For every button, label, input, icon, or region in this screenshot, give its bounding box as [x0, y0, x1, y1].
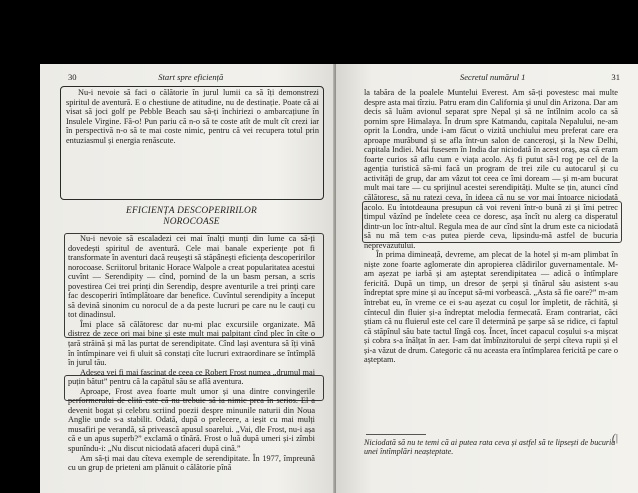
left-body-text	[68, 234, 315, 473]
right-page	[336, 64, 638, 493]
left-page	[40, 64, 337, 493]
section-title	[68, 206, 315, 228]
right-page-number: 31	[611, 72, 620, 82]
paragraph: Adesea vei fi mai fascinat de ceea ce Robert Frost numea „drumul mai puțin bătut” pentru că la capătul său se află aventura.	[68, 367, 315, 387]
footnote-rule	[366, 434, 426, 435]
footnote: Niciodată să nu te temi că ai putea rata ceva și astfel să te lipsești de bucuria unei întîmplări neașteptate.	[364, 438, 616, 457]
right-body-text	[364, 88, 618, 365]
left-page-number: 30	[68, 72, 77, 82]
left-running-head: Start spre eficiență	[158, 72, 224, 82]
left-intro-paragraph: Nu-i nevoie să faci o călătorie în jurul lumii ca să îți demonstrezi spiritul de aventură. E o chestiune de atitudine, nu de destinație. Poate că ai visat să joci golf pe Pebble Beach sau să-ți închiriezi o ambarcațiune în Insulele Virgine. Fă-o! Pun pariu că n-o să te coste atît de mult cît crezi iar în perspectivă n-o să te mai coste nimic, pentru că vei recupera totul prin entuziasmul și energia renăscute.	[66, 88, 319, 145]
paragraph: Nu-i nevoie să escaladezi cei mai înalți munți din lume ca să-ți dovedești spiritul de aventură. Cele mai banale experiențe pot fi transformate în aventuri dacă reușești să stăpânești eficiența descoperirilor norocoase. Scriitorul britanic Horace Walpole a creat popularitatea acestui cuvînt — Serendipity — cînd, pornind de la un basm persan, a scris povestirea Cei trei prinți din Serendip, despre aventurile a trei prinți care fac descoperiri întîmplătoare dar benefice. Cuvîntul serendipity a început să devină sinonim cu norocul de a da peste lucruri pe care nu le cauți cu tot dinadinsul.	[68, 234, 315, 320]
left-intro-block	[66, 88, 319, 145]
paragraph: În prima dimineață, devreme, am plecat de la hotel și m-am plimbat în niște zone foarte aglomerate din apropierea clădirilor guvernamentale. M-am așezat pe iarbă și am așteptat serendipitatea — adică o întîmplare fericită. După un timp, un dresor de șerpi și tînărul său asistent s-au îndreptat spre mine și au început să-mi vorbească. „Asta să fie oare?” m-am întrebat eu, în vreme ce ei s-au așezat cu coșul lor împletit, de răchită, și cîntecul din fluier și-a îndreptat melodia fermecată. Eram contrariat, căci știam că nu fluierul este cel care îl determină pe șarpe să se ridice, ci faptul că stăpînul său bate tactul lîngă coș. Încet, încet capacul coșului s-a mișcat și cobra s-a înălțat în aer. I-am dat îmbînzitorului de șerpi cîteva rupii și el și-a văzut de drum. Categoric că nu aceasta era întîmplarea fericită pe care o așteptam.	[364, 250, 618, 365]
right-running-head: Secretul numărul 1	[459, 72, 526, 82]
paragraph: Aproape, Frost avea foarte mult umor și una dintre convingerile performerului de elită este că nu trebuie să ia nimic prea în serios. El a devenit bogat și celebru scriind poezii despre minunile naturii din Noua Anglie unde s-a stabilit. Odată, după o prelecere, a ieșit cu mai mulți musafiri pe verandă, să privească apusul soarelui. „Vai, dle Frost, nu-i așa că e un apus superb?” exclamă o tînără. Frost o luă după umeri și-i zîmbi spunîndu-i: „Nu discut niciodată afaceri după cină.”	[68, 386, 315, 454]
section-title-line2: NOROCOASE	[163, 217, 220, 227]
right-page-header	[364, 72, 620, 82]
paragraph: Am să-ți mai dau cîteva exemple de serendipitate. În 1977, împreună cu un grup de prieteni am plănuit o călătorie pînă	[68, 453, 315, 473]
section-title-line1: EFICIENȚA DESCOPERIRILOR	[126, 206, 257, 216]
margin-annotation: (|	[612, 433, 619, 444]
paragraph: la tabăra de la poalele Muntelui Everest. Am să-ți povestesc mai multe despre asta mai tîrziu. Patru eram din California și unul din Arizona. Dar am decis să luăm avionul separat spre Nepal și să ne întîlnim acolo ca să pornim spre Himalaya. În drum spre Katmandu, capitala Nepalului, ne-am oprit la Londra, unde i-am făcut o vizită unchiului meu preferat care era aproape murăbund și se afla într-un salon de canceroși, și la New Delhi, capitala Indiei. Mai fusesem în India dar niciodată în acest oraș, așa că eram foarte curios să aflu cum e viața acolo. Aș fi putut să-l rog pe cel de la agenția turistică să-mi facă un program de trei zile cu autocarul și cu activități de grup, dar am vâzut tot ceea ce îmi doream — și m-am bucurat mult mai tare — cu sprijinul acestei serendipități. Multe se țin, atunci cînd călătoresc, să nu ratezi ceva, în ideea că nu se vor mai întoarce niciodată acolo. Eu întotdeauna presupun că voi reveni într-o bună zi și îmi petrec timpul văzînd pe îndelete ceea ce doresc, așa încît nu alerg ca disperatul dintr-un loc într-altul. Regula mea de aur cînd sînt la drum este ca niciodată să nu mă tem c-as putea pierde ceva, lipsindu-mă astfel de bucuria neprevăzutului.	[364, 88, 618, 250]
left-page-header	[68, 72, 315, 82]
paragraph: Îmi place să călătoresc dar nu-mi plac excursiile organizate. Mă distrez de zece ori mai bine și este mult mai palpitant cînd plec în cîte o țară străină și mă las purtat de serendipitate. Cînd lași aventura să îți vină în întîmpinare vei fi uluit să constați cîte lucruri extraordinare se întîmplă în jurul tău.	[68, 319, 315, 368]
